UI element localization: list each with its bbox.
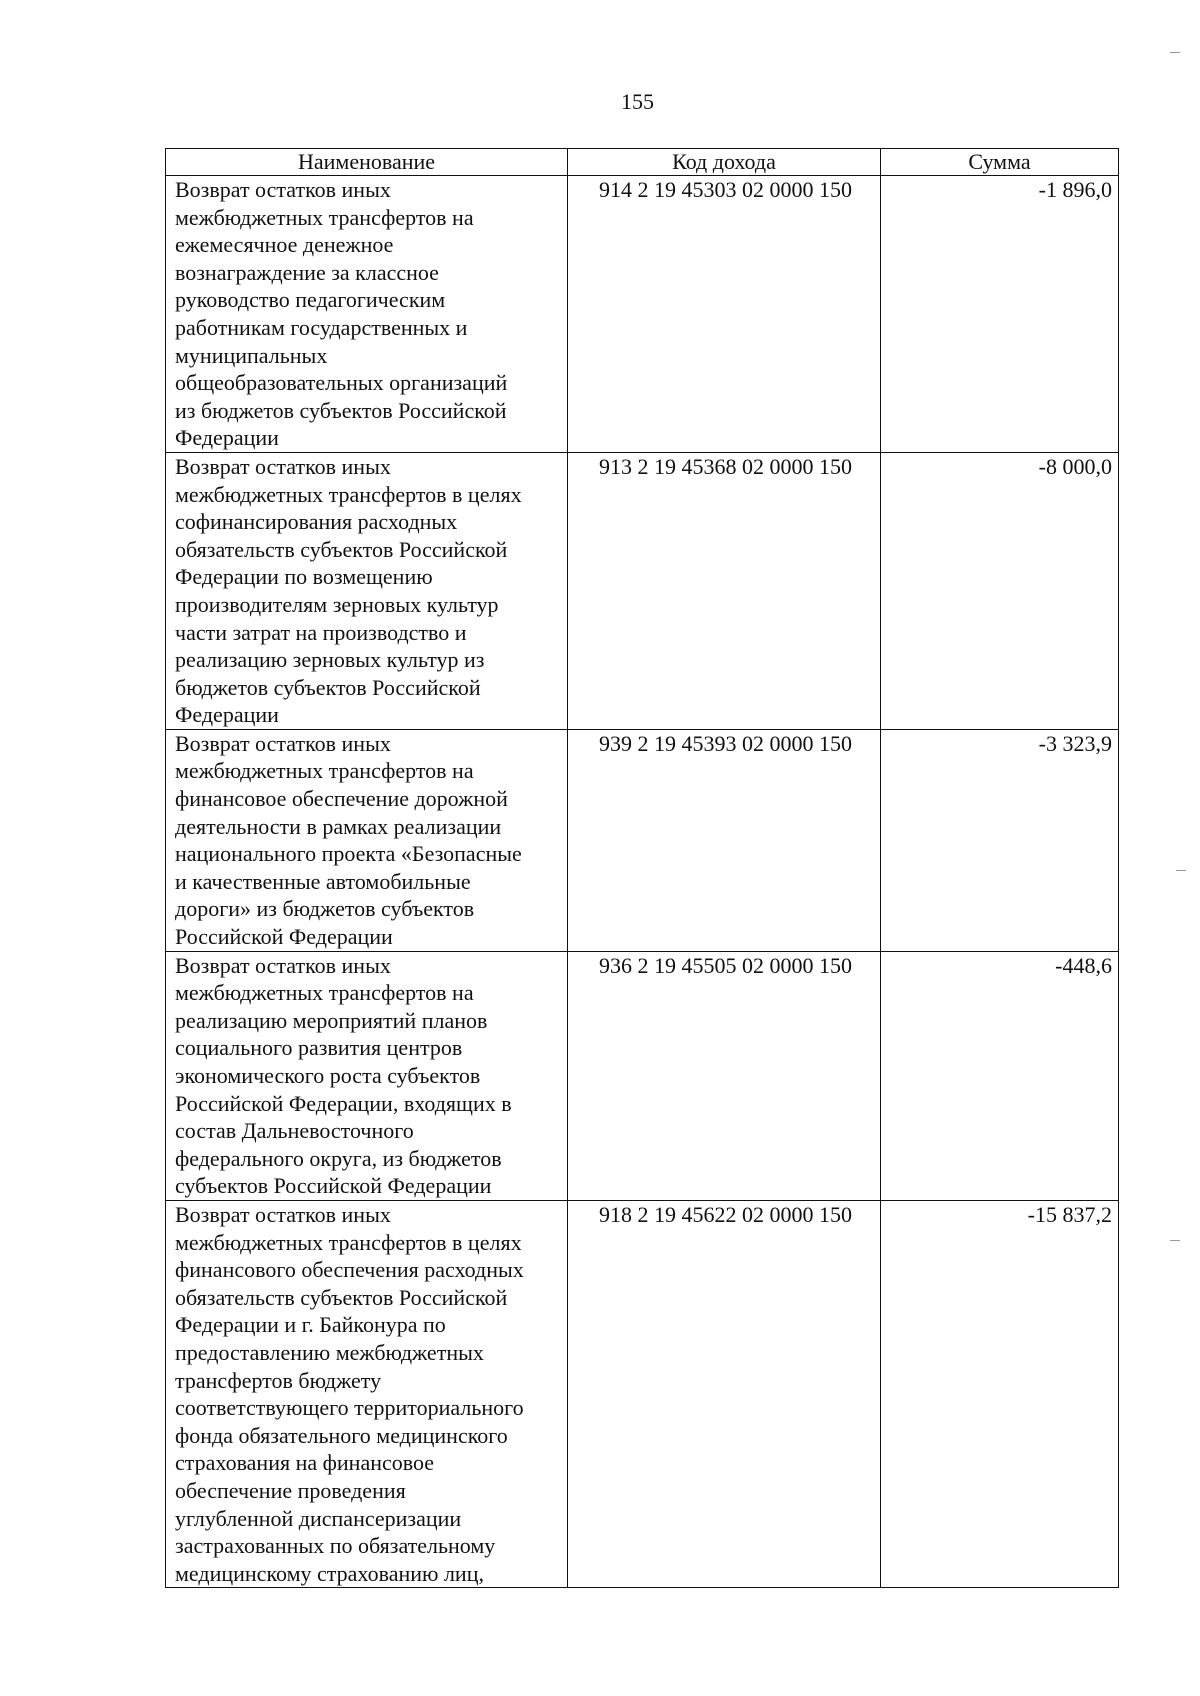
revenue-table — [165, 148, 1119, 1588]
row-sum-cell: -448,6 — [881, 951, 1119, 1200]
table-row — [166, 951, 1119, 1200]
row-sum-cell: -1 896,0 — [881, 176, 1119, 453]
row-name-text: Возврат остатков иных межбюджетных трансфертов на финансовое обеспечение дорожной деятельности в рамках реализации национального проекта «Безопасные и качественные автомобильные дороги» из бюджетов субъектов Российской Федерации — [175, 730, 522, 950]
header-code: Код дохода — [568, 149, 881, 176]
scan-edge-mark — [1176, 870, 1186, 871]
row-code-cell: 914 2 19 45303 02 0000 150 — [568, 176, 881, 453]
table-row — [166, 176, 1119, 453]
row-code-cell: 936 2 19 45505 02 0000 150 — [568, 951, 881, 1200]
row-name-text: Возврат остатков иных межбюджетных трансфертов в целях финансового обеспечения расходных обязательств субъектов Российской Федерации и г. Байконура по предоставлению межбюджетных трансфертов бюджету соответствующего территориального фонда обязательного медицинского страхования на финансовое обеспечение проведения углубленной диспансеризации застрахованных по обязательному медицинскому страхованию лиц, — [175, 1201, 524, 1586]
table-row — [166, 729, 1119, 951]
row-name-cell — [166, 729, 568, 951]
row-code-cell: 939 2 19 45393 02 0000 150 — [568, 729, 881, 951]
scan-edge-mark — [1170, 1240, 1180, 1241]
row-name-text: Возврат остатков иных межбюджетных трансфертов на реализацию мероприятий планов социального развития центров экономического роста субъектов Российской Федерации, входящих в состав Дальневосточного федерального округа, из бюджетов субъектов Российской Федерации — [175, 952, 512, 1199]
row-name-text: Возврат остатков иных межбюджетных трансфертов в целях софинансирования расходных обязательств субъектов Российской Федерации по возмещению производителям зерновых культур части затрат на производство и реализацию зерновых культур из бюджетов субъектов Российской Федерации — [175, 453, 522, 728]
header-name: Наименование — [166, 149, 568, 176]
row-sum-cell: -8 000,0 — [881, 452, 1119, 729]
row-name-cell — [166, 176, 568, 453]
page-number: 155 — [621, 89, 654, 114]
row-name-cell — [166, 1200, 568, 1587]
row-sum-cell: -15 837,2 — [881, 1200, 1119, 1587]
table-header-row — [166, 149, 1119, 176]
scan-edge-mark — [1170, 52, 1180, 53]
row-name-text: Возврат остатков иных межбюджетных трансфертов на ежемесячное денежное вознаграждение за классное руководство педагогическим работникам государственных и муниципальных общеобразовательных организаций из бюджетов субъектов Российской Федерации — [175, 177, 508, 451]
table-row — [166, 1200, 1119, 1587]
header-sum: Сумма — [881, 149, 1119, 176]
row-name-cell — [166, 951, 568, 1200]
row-sum-cell: -3 323,9 — [881, 729, 1119, 951]
row-name-cell — [166, 452, 568, 729]
row-code-cell: 918 2 19 45622 02 0000 150 — [568, 1200, 881, 1587]
row-code-cell: 913 2 19 45368 02 0000 150 — [568, 452, 881, 729]
table-row — [166, 452, 1119, 729]
